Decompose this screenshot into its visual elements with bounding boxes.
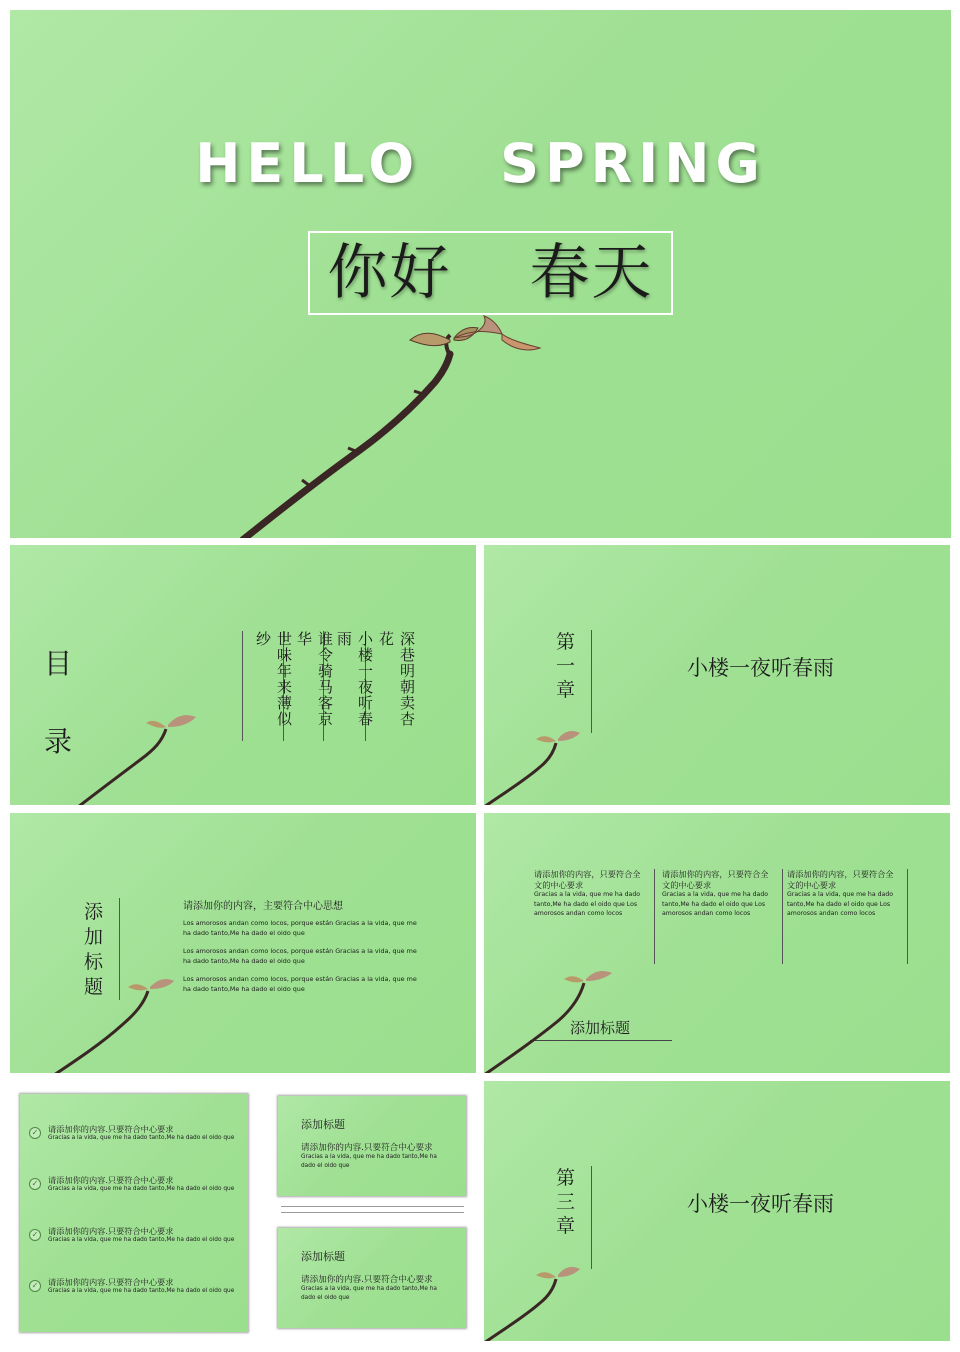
column-text: Gracias a la vida, que me ha dado tanto,Me ha dado el oido que Los amorosos andan como locos [662,891,769,917]
chapter-number: 第一章 [556,631,576,701]
divider [281,1206,464,1207]
item-text: Gracias a la vida, que me ha dado tanto,Me ha dado el oido que [48,1135,235,1141]
branch-icon [484,725,584,805]
spring-word: SPRING [500,132,766,195]
check-circle-icon: ✓ [29,1229,41,1241]
item-heading: 请添加你的内容.只要符合中心要求 [48,1175,174,1185]
chapter-number: 第三章 [556,1167,576,1237]
card-subheading: 请添加你的内容.只要符合中心要求 [301,1275,433,1285]
card-subheading: 请添加你的内容.只要符合中心要求 [301,1143,433,1153]
branch-icon [484,1261,584,1341]
toc-item-2: 小楼一夜听春雨 [323,631,376,741]
branch-icon [240,310,550,538]
cover-chinese-title [308,231,673,315]
card-heading: 添加标题 [301,1118,345,1131]
divider [119,898,120,1000]
toc-heading [44,625,76,781]
card-slide-2[interactable] [278,1228,466,1328]
content-column-3 [787,869,908,964]
hello-word: HELLO [195,132,421,195]
card-heading: 添加标题 [301,1250,345,1263]
item-text: Gracias a la vida, que me ha dado tanto,Me ha dado el oido que [48,1237,235,1243]
divider [281,1212,464,1213]
paragraph-1: Los amorosos andan como locos, porque están Gracias a la vida, que me ha dado tanto,Me ha dado el oido que [183,919,417,937]
chapter-title: 小楼一夜听春雨 [687,656,834,680]
chapter-1-slide[interactable] [484,545,950,805]
slide-title: 添加标题 [570,1019,631,1037]
slide-heading: 添加标题 [84,901,104,998]
content-slide-2[interactable] [484,813,950,1073]
chapter-3-slide[interactable] [484,1081,950,1341]
item-text: Gracias a la vida, que me ha dado tanto,Me ha dado el oido que [48,1288,235,1294]
column-heading: 请添加你的内容，只要符合全文的中心要求 [534,869,641,890]
card-text: Gracias a la vida, que me ha dado tanto,Me ha dado el oido que [301,1154,437,1169]
paragraph-2: Los amorosos andan como locos, porque están Gracias a la vida, que me ha dado tanto,Me ha dado el oido que [183,947,417,965]
card-slide-1[interactable] [278,1096,466,1196]
check-circle-icon: ✓ [29,1127,41,1139]
divider [591,630,592,733]
divider [591,1166,592,1269]
slide-subheading: 请添加你的内容，主要符合中心思想 [183,901,343,912]
toc-heading-char-1: 目 [44,647,73,680]
branch-icon [70,705,210,805]
branch-icon [50,973,190,1073]
content-slide-1[interactable] [10,813,476,1073]
cover-slide[interactable] [10,10,951,538]
toc-heading-char-2: 录 [44,725,73,758]
check-circle-icon: ✓ [29,1280,41,1292]
item-heading: 请添加你的内容.只要符合中心要求 [48,1124,174,1134]
column-text: Gracias a la vida, que me ha dado tanto,Me ha dado el oido que Los amorosos andan como locos [787,891,894,917]
column-heading: 请添加你的内容，只要符合全文的中心要求 [787,869,894,890]
column-heading: 请添加你的内容，只要符合全文的中心要求 [662,869,769,890]
item-text: Gracias a la vida, que me ha dado tanto,Me ha dado el oido que [48,1186,235,1192]
column-text: Gracias a la vida, que me ha dado tanto,Me ha dado el oido que Los amorosos andan como locos [534,891,641,917]
chapter-title: 小楼一夜听春雨 [687,1192,834,1216]
item-heading: 请添加你的内容.只要符合中心要求 [48,1277,174,1287]
toc-slide[interactable] [10,545,476,805]
toc-item-4: 世味年来薄似纱 [242,631,295,741]
cover-cn-word-1: 你好 [327,238,452,308]
content-column-2 [662,869,783,964]
title-underline [530,1040,672,1041]
cover-cn-word-2: 春天 [529,238,654,308]
toc-item-1: 深巷明朝卖杏花 [365,631,418,741]
check-circle-icon: ✓ [29,1178,41,1190]
cover-english-title [10,132,951,195]
item-heading: 请添加你的内容.只要符合中心要求 [48,1226,174,1236]
paragraph-3: Los amorosos andan como locos, porque están Gracias a la vida, que me ha dado tanto,Me ha dado el oido que [183,975,417,993]
content-column-1 [534,869,655,964]
checklist-slide[interactable] [20,1094,248,1332]
toc-item-3: 谁令骑马客京华 [283,631,336,741]
card-text: Gracias a la vida, que me ha dado tanto,Me ha dado el oido que [301,1286,437,1301]
